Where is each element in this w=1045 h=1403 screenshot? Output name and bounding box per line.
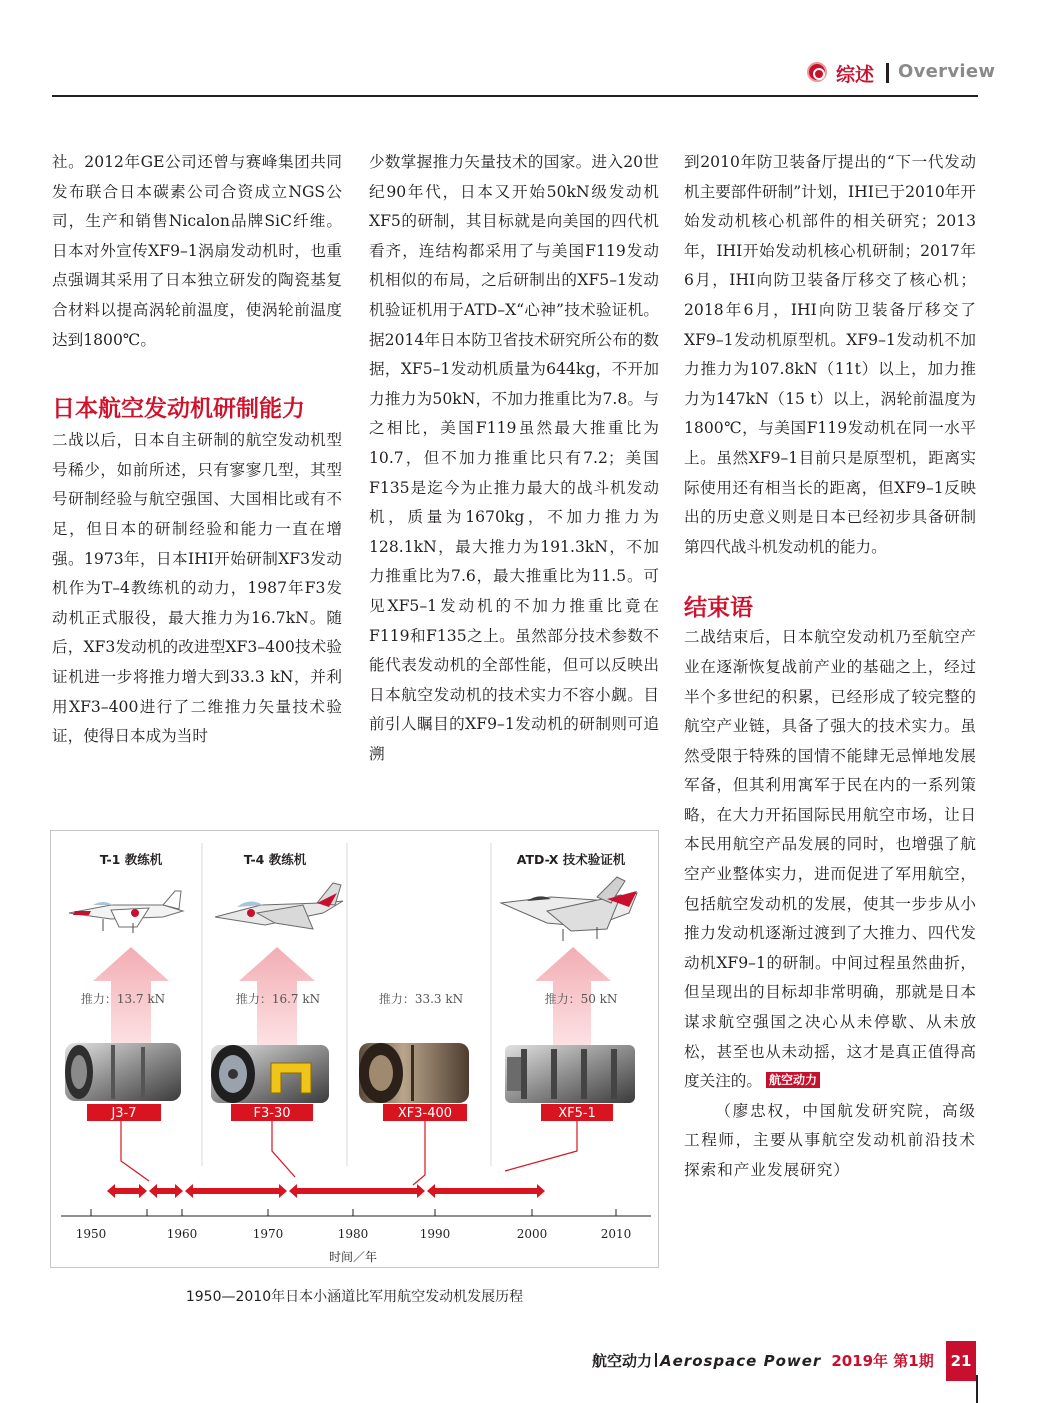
footer-journal-cn: 航空动力 bbox=[592, 1352, 653, 1370]
col1-paragraph-2: 二战以后，日本自主研制的航空发动机型号稀少，如前所述，只有寥寥几型，其型号研制经验与航空强国、大国相比或有不足，但日本的研制经验和能力一直在增强。1973年，日本IHI开始研制XF3发动机作为T–4教练机的动力，1987年F3发动机正式服役，最大推力为16.7kN。随后，XF3发动机的改进型XF3–400技术验证机进一步将推力增大到33.3 kN，并利用XF3–400进行了二维推力矢量技术验证，使得日本成为当时 bbox=[52, 431, 342, 746]
engine-name-j3: J3-7 bbox=[111, 1106, 137, 1121]
tick-2010: 2010 bbox=[600, 1227, 632, 1241]
author-byline: （廖忠权，中国航发研究院，高级工程师，主要从事航空发动机前沿技术探索和产业发展研究） bbox=[684, 1101, 976, 1179]
col2-paragraph-1: 少数掌握推力矢量技术的国家。进入20世纪90年代，日本又开始50kN级发动机XF5的研制，其目标就是向美国的四代机看齐，连结构都采用了与美国F119发动机相似的布局，之后研制出的XF5–1发动机验证机用于ATD–X“心神”技术验证机。据2014年日本防卫省技术研究所公布的数据，XF5–1发动机质量为644kg，不开加力推力为50kN，不加力推重比为7.8。与之相比，美国F119虽然最大推重比为10.7，但不加力推重比只有7.2；美国F135是迄今为止推力最大的战斗机发动机，质量为1670kg，不加力推力为128.1kN，最大推力为191.3kN，不加力推重比为7.6，最大推重比为11.5。可见XF5–1发动机的不加力推重比竟在F119和F135之上。虽然部分技术参数不能代表发动机的全部性能，但可以反映出日本航空发动机的技术实力不容小觑。目前引人瞩目的XF9–1发动机的研制则可追溯 bbox=[369, 153, 659, 763]
footer-issue: 2019年 第1期 bbox=[831, 1352, 934, 1370]
footer-journal-en: Aerospace Power bbox=[660, 1352, 822, 1370]
header-rule bbox=[52, 95, 978, 97]
section-label-cn: 综述 bbox=[836, 64, 875, 86]
section-heading-capability: 日本航空发动机研制能力 bbox=[52, 396, 305, 423]
engine-name-xf5: XF5-1 bbox=[558, 1106, 596, 1121]
engine-timeline-figure bbox=[50, 830, 659, 1268]
axis-ticks bbox=[91, 1209, 616, 1216]
engine-connectors bbox=[121, 1121, 577, 1185]
tick-1970: 1970 bbox=[252, 1227, 284, 1241]
thrust-label-f3: 推力：16.7 kN bbox=[235, 992, 321, 1006]
conclusion-text: 二战结束后，日本航空发动机乃至航空产业在逐渐恢复战前产业的基础之上，经过半个多世纪的积累，已经形成了较完整的航空产业链，具备了强大的技术实力。虽然受限于特殊的国情不能肆无忌惮地发展军备，但其利用寓军于民在内的一系列策略，在大力开拓国际民用航空市场，让日本民用航空产品发展的同时，也增强了航空产业整体实力，进而促进了军用航空，包括航空发动机的发展，使其一步步从小推力发动机逐渐过渡到了大推力、四代发动机XF9–1的研制。中间过程虽然曲折，但呈现出的目标却非常明确，那就是日本谋求航空强国之决心从未停歇、从未放松，甚至也从未动摇，这才是真正值得高度关注的。 bbox=[684, 628, 976, 1091]
tick-1980: 1980 bbox=[337, 1227, 369, 1241]
figure-caption: 1950—2010年日本小涵道比军用航空发动机发展历程 bbox=[185, 1289, 524, 1305]
footer-journal bbox=[592, 1350, 934, 1371]
atdx-demonstrator-image bbox=[501, 877, 637, 941]
thrust-label-xf3: 推力：33.3 kN bbox=[378, 992, 464, 1006]
column-3 bbox=[684, 148, 976, 1186]
tick-1960: 1960 bbox=[166, 1227, 198, 1241]
engine-j3-image bbox=[65, 1043, 181, 1101]
t4-trainer-image bbox=[215, 883, 343, 929]
column-1 bbox=[52, 148, 342, 752]
footer-rule bbox=[976, 1375, 978, 1403]
col3-paragraph-2 bbox=[684, 623, 976, 1097]
column-2 bbox=[369, 148, 659, 769]
col1-paragraph-1: 社。2012年GE公司还曾与赛峰集团共同发布联合日本碳素公司合资成立NGS公司，生产和销售Nicalon品牌SiC纤维。日本对外宣传XF9–1涡扇发动机时，也重点强调其采用了日本独立研发的陶瓷基复合材料以提高涡轮前温度，使涡轮前温度达到1800℃。 bbox=[52, 153, 342, 349]
tick-2000: 2000 bbox=[516, 1227, 548, 1241]
thrust-label-xf5: 推力：50 kN bbox=[544, 992, 618, 1006]
aircraft-label-t4: T-4 教练机 bbox=[243, 852, 307, 867]
engine-xf3-image bbox=[359, 1043, 469, 1103]
tick-1950: 1950 bbox=[75, 1227, 107, 1241]
thrust-label-j3: 推力：13.7 kN bbox=[80, 992, 166, 1006]
timeline-segments bbox=[107, 1184, 545, 1198]
tick-1990: 1990 bbox=[419, 1227, 451, 1241]
engine-xf5-image bbox=[505, 1045, 635, 1103]
section-heading-conclusion: 结束语 bbox=[684, 595, 753, 622]
end-mark: 航空动力 bbox=[766, 1072, 820, 1088]
engine-name-xf3: XF3-400 bbox=[397, 1106, 453, 1121]
col3-paragraph-1: 到2010年防卫装备厅提出的“下一代发动机主要部件研制”计划，IHI已于2010年开始发动机核心机部件的相关研究；2013年，IHI开始发动机核心机研制；2017年6月，IHI向防卫装备厅移交了核心机；2018年6月，IHI向防卫装备厅移交了XF9–1发动机原型机。XF9–1发动机不加力推力为107.8kN（11t）以上，加力推力为147kN（15 t）以上，涡轮前温度为1800℃，与美国F119发动机在同一水平上。虽然XF9–1目前只是原型机，距离实际使用还有相当长的距离，但XF9–1反映出的历史意义则是日本已经初步具备研制第四代战斗机发动机的能力。 bbox=[684, 153, 976, 556]
axis-label: 时间／年 bbox=[328, 1250, 378, 1264]
page-number: 21 bbox=[946, 1341, 976, 1381]
t1-trainer-image bbox=[69, 891, 183, 933]
aircraft-label-t1: T-1 教练机 bbox=[99, 852, 163, 867]
section-label-en: Overview bbox=[898, 61, 996, 82]
engine-timeline-graphic bbox=[51, 831, 660, 1269]
journal-emblem-icon bbox=[807, 62, 827, 82]
header-separator bbox=[886, 63, 889, 83]
engine-name-f3: F3-30 bbox=[253, 1106, 291, 1121]
footer-separator bbox=[655, 1353, 657, 1367]
engine-f3-image bbox=[211, 1045, 329, 1103]
aircraft-label-atdx: ATD-X 技术验证机 bbox=[516, 852, 626, 867]
